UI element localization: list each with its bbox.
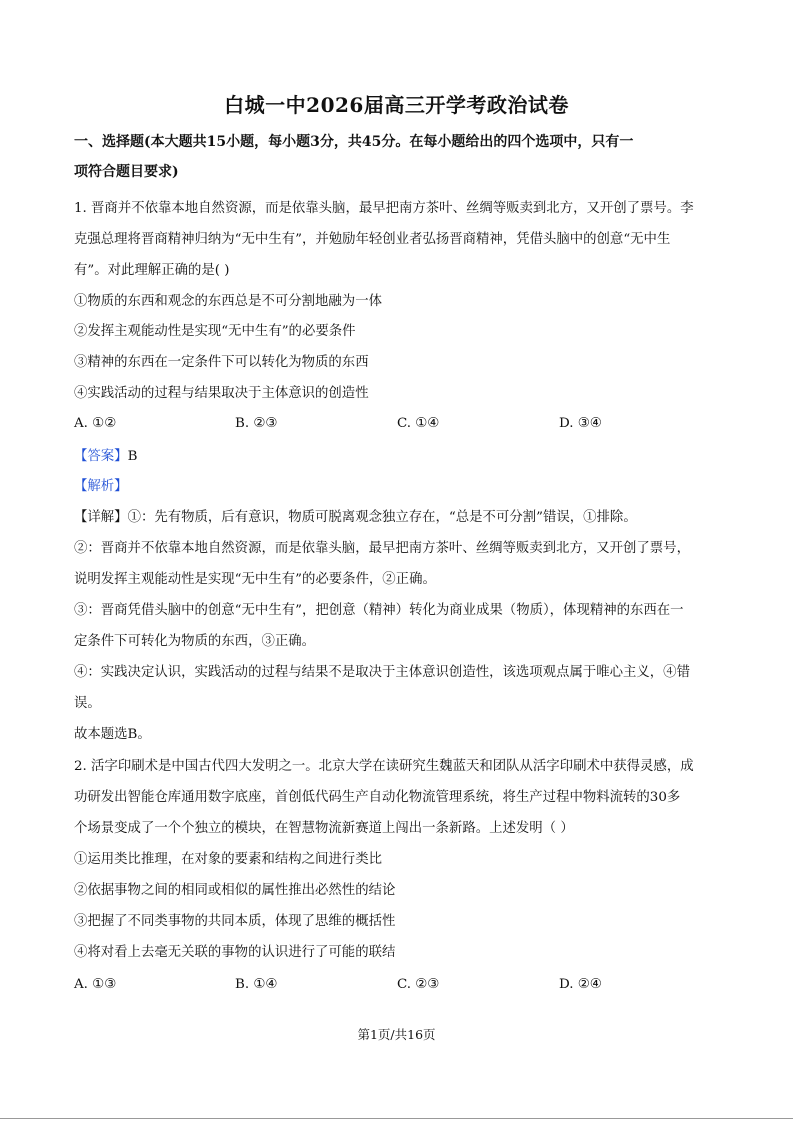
q1-option-d: D. ③④ xyxy=(559,416,602,431)
bottom-divider xyxy=(0,1118,793,1119)
answer-tag: 【答案】 xyxy=(74,449,128,464)
q1-option-a: A. ①② xyxy=(74,416,117,431)
q1-item-2: ②发挥主观能动性是实现“无中生有”的必要条件 xyxy=(74,324,356,339)
q1-item-3: ③精神的东西在一定条件下可以转化为物质的东西 xyxy=(74,355,369,370)
q1-detail-line-5: 定条件下可转化为物质的东西，③正确。 xyxy=(74,634,316,649)
q1-detail-line-3: 说明发挥主观能动性是实现“无中生有”的必要条件，②正确。 xyxy=(74,572,436,587)
q1-stem-line-2: 克强总理将晋商精神归纳为“无中生有”，并勉励年轻创业者弘扬晋商精神，凭借头脑中的创意“无中生 xyxy=(74,232,671,247)
q2-option-a: A. ①③ xyxy=(74,977,117,992)
q1-stem-line-1: 1. 晋商并不依靠本地自然资源，而是依靠头脑，最早把南方茶叶、丝绸等贩卖到北方，又开创了票号。李 xyxy=(74,201,694,216)
q1-analysis-line xyxy=(74,477,726,497)
section-heading-line-2: 项符合题目要求) xyxy=(74,164,179,180)
detail-tag: 【详解】 xyxy=(74,510,128,525)
q1-stem-line-3: 有”。对此理解正确的是( ) xyxy=(74,263,230,278)
q1-item-1: ①物质的东西和观念的东西总是不可分割地融为一体 xyxy=(74,294,382,309)
q1-detail-line-1 xyxy=(74,508,726,528)
section-heading-line-1: 一、选择题(本大题共15小题，每小题3分，共45分。在每小题给出的四个选项中，只有一 xyxy=(74,134,634,150)
q2-item-2: ②依据事物之间的相同或相似的属性推出必然性的结论 xyxy=(74,883,396,898)
q1-detail-line-7: 误。 xyxy=(74,696,101,711)
q1-answer-line xyxy=(74,447,726,467)
q1-detail-line-4: ③：晋商凭借头脑中的创意“无中生有”，把创意（精神）转化为商业成果（物质），体现精神的东西在一 xyxy=(74,603,684,618)
q1-detail-line-6: ④：实践决定认识，实践活动的过程与结果不是取决于主体意识创造性，该选项观点属于唯心主义，④错 xyxy=(74,665,690,680)
detail-text-1: ①：先有物质，后有意识，物质可脱离观念独立存在，“总是不可分割”错误，①排除。 xyxy=(127,510,637,525)
q1-detail-line-2: ②：晋商并不依靠本地自然资源，而是依靠头脑，最早把南方茶叶、丝绸等贩卖到北方，又开创了票号， xyxy=(74,541,690,556)
analysis-tag: 【解析】 xyxy=(74,479,128,494)
page-number-footer: 第1页/共16页 xyxy=(357,1027,436,1042)
q2-stem-line-2: 功研发出智能仓库通用数字底座，首创低代码生产自动化物流管理系统，将生产过程中物料流转的30多 xyxy=(74,790,681,805)
q2-option-c: C. ②③ xyxy=(397,977,440,992)
answer-value: B xyxy=(127,449,138,464)
page-title: 白城一中2026届高三开学考政治试卷 xyxy=(224,93,569,117)
q2-stem-line-1: 2. 活字印刷术是中国古代四大发明之一。北京大学在读研究生魏蓝天和团队从活字印刷术中获得灵感，成 xyxy=(74,759,694,774)
q1-item-4: ④实践活动的过程与结果取决于主体意识的创造性 xyxy=(74,386,369,401)
q1-conclusion: 故本题选B。 xyxy=(74,727,151,742)
q2-option-d: D. ②④ xyxy=(559,977,602,992)
q1-option-c: C. ①④ xyxy=(397,416,440,431)
q2-item-1: ①运用类比推理，在对象的要素和结构之间进行类比 xyxy=(74,852,382,867)
q2-stem-line-3: 个场景变成了一个个独立的模块，在智慧物流新赛道上闯出一条新路。上述发明（ ） xyxy=(74,821,574,836)
q2-item-3: ③把握了不同类事物的共同本质，体现了思维的概括性 xyxy=(74,914,396,929)
q2-item-4: ④将对看上去毫无关联的事物的认识进行了可能的联结 xyxy=(74,945,396,960)
q1-option-b: B. ②③ xyxy=(235,416,278,431)
q2-option-b: B. ①④ xyxy=(235,977,278,992)
